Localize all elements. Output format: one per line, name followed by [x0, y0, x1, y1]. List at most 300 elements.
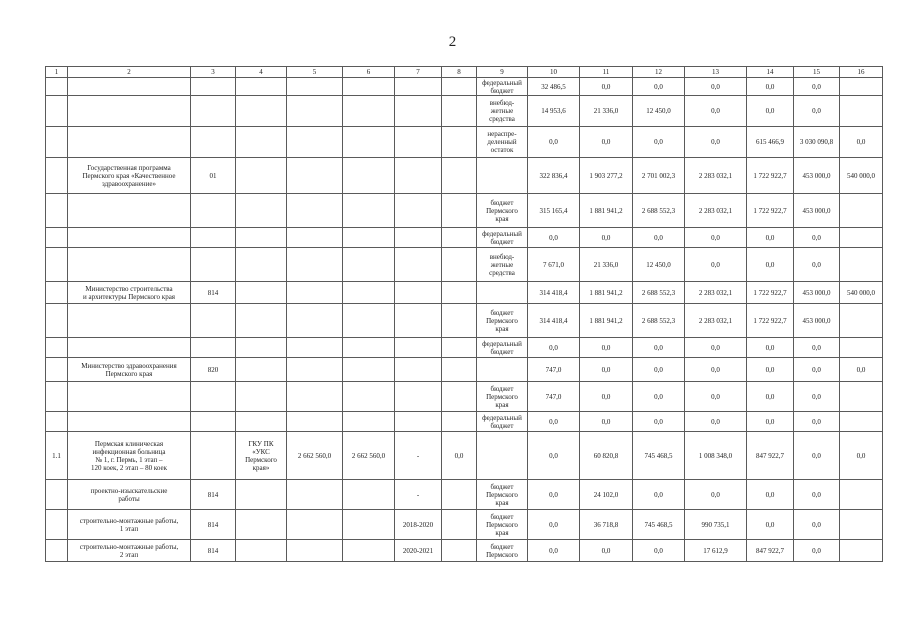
table-cell: 0,0 — [685, 382, 747, 412]
table-row — [46, 78, 883, 96]
column-number: 7 — [395, 67, 442, 78]
table-row — [46, 228, 883, 248]
table-cell — [395, 194, 442, 228]
table-cell — [68, 304, 191, 338]
table-cell — [46, 127, 68, 158]
table-cell — [840, 480, 883, 510]
table-cell: 60 820,8 — [580, 432, 633, 480]
table-cell: 0,0 — [633, 228, 685, 248]
table-cell — [477, 358, 528, 382]
table-cell: 540 000,0 — [840, 158, 883, 194]
table-cell: 3 030 090,8 — [794, 127, 840, 158]
table-cell — [442, 480, 477, 510]
table-cell: 453 000,0 — [794, 194, 840, 228]
column-number: 6 — [343, 67, 395, 78]
table-cell: 453 000,0 — [794, 158, 840, 194]
table-cell: 0,0 — [633, 358, 685, 382]
table-cell: 0,0 — [528, 228, 580, 248]
table-row — [46, 282, 883, 304]
table-cell — [236, 282, 287, 304]
table-cell: 0,0 — [633, 382, 685, 412]
table-cell — [191, 412, 236, 432]
table-cell — [287, 540, 343, 562]
table-cell: - — [395, 480, 442, 510]
table-cell: Министерство здравоохранения Пермского края — [68, 358, 191, 382]
table-cell: 2 688 552,3 — [633, 304, 685, 338]
table-cell — [840, 194, 883, 228]
table-cell — [395, 282, 442, 304]
table-cell: 0,0 — [528, 510, 580, 540]
table-cell — [395, 382, 442, 412]
table-cell: бюджет Пермского края — [477, 382, 528, 412]
table-cell: 0,0 — [633, 540, 685, 562]
table-cell — [343, 282, 395, 304]
table-cell: 314 418,4 — [528, 304, 580, 338]
column-number: 10 — [528, 67, 580, 78]
table-cell — [442, 228, 477, 248]
table-cell — [287, 96, 343, 127]
table-cell: 1 881 941,2 — [580, 304, 633, 338]
table-cell: 36 718,8 — [580, 510, 633, 540]
table-cell: 2 283 032,1 — [685, 304, 747, 338]
table-cell: 2018-2020 — [395, 510, 442, 540]
table-cell — [395, 304, 442, 338]
table-cell — [840, 78, 883, 96]
table-cell — [287, 127, 343, 158]
table-cell: бюджет Пермского края — [477, 194, 528, 228]
table-cell — [287, 248, 343, 282]
table-cell: 1 881 941,2 — [580, 194, 633, 228]
table-cell — [236, 194, 287, 228]
table-cell — [287, 78, 343, 96]
table-cell: 1 903 277,2 — [580, 158, 633, 194]
table-cell: 2 701 002,3 — [633, 158, 685, 194]
column-number: 2 — [68, 67, 191, 78]
table-cell: 0,0 — [685, 412, 747, 432]
table-cell: 0,0 — [528, 540, 580, 562]
table-cell: 0,0 — [528, 127, 580, 158]
table-cell — [287, 194, 343, 228]
table-cell — [343, 127, 395, 158]
table-cell — [840, 338, 883, 358]
column-number: 5 — [287, 67, 343, 78]
table-cell: 0,0 — [794, 78, 840, 96]
table-cell: 0,0 — [747, 358, 794, 382]
table-cell — [442, 158, 477, 194]
table-row — [46, 480, 883, 510]
table-cell: 17 612,9 — [685, 540, 747, 562]
table-row — [46, 358, 883, 382]
table-cell: 2 283 032,1 — [685, 282, 747, 304]
table-cell — [236, 78, 287, 96]
table-cell: 21 336,0 — [580, 248, 633, 282]
table-cell: 0,0 — [528, 338, 580, 358]
table-cell: - — [395, 432, 442, 480]
table-cell — [287, 412, 343, 432]
table-cell — [68, 78, 191, 96]
table-cell: 820 — [191, 358, 236, 382]
table-cell: 2 662 560,0 — [287, 432, 343, 480]
table-row — [46, 432, 883, 480]
table-cell: федеральный бюджет — [477, 338, 528, 358]
table-cell — [46, 358, 68, 382]
table-cell — [236, 96, 287, 127]
table-cell — [840, 304, 883, 338]
table-cell — [442, 540, 477, 562]
table-cell: 0,0 — [528, 480, 580, 510]
table-cell — [343, 540, 395, 562]
table-cell: 540 000,0 — [840, 282, 883, 304]
table-row — [46, 304, 883, 338]
table-cell: 1 722 922,7 — [747, 282, 794, 304]
table-cell: нераспре- деленный остаток — [477, 127, 528, 158]
table-cell — [236, 248, 287, 282]
table-cell: 2 688 552,3 — [633, 282, 685, 304]
table-cell — [191, 248, 236, 282]
table-cell: 2 662 560,0 — [343, 432, 395, 480]
column-number: 9 — [477, 67, 528, 78]
table-cell — [840, 382, 883, 412]
table-cell — [343, 480, 395, 510]
table-cell: 847 922,7 — [747, 432, 794, 480]
table-cell: 0,0 — [580, 412, 633, 432]
table-cell — [343, 358, 395, 382]
table-cell: 0,0 — [685, 127, 747, 158]
table-cell: 1 722 922,7 — [747, 194, 794, 228]
table-cell — [68, 127, 191, 158]
table-cell: 0,0 — [840, 358, 883, 382]
table-cell: 2 283 032,1 — [685, 194, 747, 228]
table-row — [46, 194, 883, 228]
table-cell — [343, 248, 395, 282]
table-cell: федеральный бюджет — [477, 228, 528, 248]
table-cell — [287, 510, 343, 540]
table-cell — [68, 412, 191, 432]
table-cell: 1 881 941,2 — [580, 282, 633, 304]
table-cell — [46, 78, 68, 96]
column-number: 16 — [840, 67, 883, 78]
table-cell: 814 — [191, 480, 236, 510]
table-cell: 0,0 — [580, 127, 633, 158]
table-row — [46, 248, 883, 282]
table-cell — [287, 480, 343, 510]
table-cell — [191, 127, 236, 158]
table-cell: 0,0 — [580, 78, 633, 96]
table-row — [46, 540, 883, 562]
table-cell: Пермская клиническая инфекционная больница № 1, г. Пермь, 1 этап – 120 коек, 2 этап – 80 коек — [68, 432, 191, 480]
table-cell — [343, 194, 395, 228]
table-cell — [395, 96, 442, 127]
table-cell — [46, 382, 68, 412]
table-cell — [191, 432, 236, 480]
table-cell — [46, 248, 68, 282]
column-number: 3 — [191, 67, 236, 78]
table-cell: 0,0 — [685, 78, 747, 96]
table-cell — [236, 228, 287, 248]
table-cell — [442, 248, 477, 282]
table-cell: федеральный бюджет — [477, 78, 528, 96]
table-cell — [287, 382, 343, 412]
table-cell: 0,0 — [747, 338, 794, 358]
table-cell — [442, 194, 477, 228]
table-cell: 0,0 — [747, 480, 794, 510]
table-cell: 1 722 922,7 — [747, 304, 794, 338]
table-cell — [46, 158, 68, 194]
table-cell: 0,0 — [528, 412, 580, 432]
table-cell — [840, 228, 883, 248]
table-cell: 0,0 — [580, 228, 633, 248]
table-cell: 0,0 — [685, 228, 747, 248]
table-cell: 0,0 — [747, 228, 794, 248]
table-cell — [442, 358, 477, 382]
table-cell — [287, 358, 343, 382]
table-row — [46, 382, 883, 412]
table-cell — [191, 96, 236, 127]
table-cell — [46, 96, 68, 127]
table-cell — [236, 412, 287, 432]
table-cell — [68, 248, 191, 282]
column-number: 11 — [580, 67, 633, 78]
table-cell: 0,0 — [685, 338, 747, 358]
table-cell: 0,0 — [794, 510, 840, 540]
table-cell — [191, 304, 236, 338]
table-cell: 745 468,5 — [633, 432, 685, 480]
table-cell: 0,0 — [794, 382, 840, 412]
column-number: 4 — [236, 67, 287, 78]
table-row — [46, 158, 883, 194]
table-cell — [191, 78, 236, 96]
table-cell — [236, 540, 287, 562]
table-cell: 0,0 — [528, 432, 580, 480]
table-cell — [46, 412, 68, 432]
table-cell — [191, 382, 236, 412]
column-number: 15 — [794, 67, 840, 78]
table-cell: 0,0 — [633, 412, 685, 432]
table-cell: 747,0 — [528, 382, 580, 412]
column-number: 8 — [442, 67, 477, 78]
table-cell: 0,0 — [685, 248, 747, 282]
table-row — [46, 510, 883, 540]
table-cell — [236, 158, 287, 194]
table-cell — [840, 540, 883, 562]
table-cell: 0,0 — [580, 540, 633, 562]
table-cell: 0,0 — [580, 338, 633, 358]
table-cell — [287, 338, 343, 358]
table-cell — [68, 338, 191, 358]
table-cell — [46, 194, 68, 228]
table-cell: 0,0 — [794, 432, 840, 480]
table-cell: внебюд- жетные средства — [477, 96, 528, 127]
column-number: 1 — [46, 67, 68, 78]
table-cell — [46, 228, 68, 248]
table-cell: 814 — [191, 510, 236, 540]
table-cell: бюджет Пермского — [477, 540, 528, 562]
table-cell: 0,0 — [685, 480, 747, 510]
table-cell — [395, 358, 442, 382]
table-cell: 0,0 — [685, 358, 747, 382]
table-cell: 14 953,6 — [528, 96, 580, 127]
column-number-row — [46, 67, 883, 78]
table-cell — [840, 510, 883, 540]
table-cell — [236, 510, 287, 540]
table-cell: 0,0 — [580, 358, 633, 382]
table-cell: 2 283 032,1 — [685, 158, 747, 194]
table-cell: 747,0 — [528, 358, 580, 382]
table-cell: 0,0 — [685, 96, 747, 127]
column-number: 14 — [747, 67, 794, 78]
table-cell: 1.1 — [46, 432, 68, 480]
table-cell: 0,0 — [794, 338, 840, 358]
table-cell: 615 466,9 — [747, 127, 794, 158]
table-cell: 315 165,4 — [528, 194, 580, 228]
table-cell — [840, 96, 883, 127]
column-number: 13 — [685, 67, 747, 78]
table-cell — [840, 248, 883, 282]
table-cell: 1 722 922,7 — [747, 158, 794, 194]
table-cell — [395, 248, 442, 282]
budget-table — [45, 66, 883, 562]
table-cell — [46, 282, 68, 304]
table-cell — [395, 228, 442, 248]
table-cell: 745 468,5 — [633, 510, 685, 540]
table-cell: 12 450,0 — [633, 96, 685, 127]
table-cell: 322 836,4 — [528, 158, 580, 194]
table-cell — [343, 96, 395, 127]
table-row — [46, 412, 883, 432]
table-cell — [442, 412, 477, 432]
table-cell: 0,0 — [580, 382, 633, 412]
table-cell: Государственная программа Пермского края «Качественное здравоохранение» — [68, 158, 191, 194]
table-cell: бюджет Пермского края — [477, 510, 528, 540]
table-cell — [442, 127, 477, 158]
table-cell — [442, 338, 477, 358]
table-cell: Министерство строительства и архитектуры Пермского края — [68, 282, 191, 304]
table-cell — [236, 338, 287, 358]
table-cell — [236, 480, 287, 510]
table-cell: 7 671,0 — [528, 248, 580, 282]
table-cell — [442, 282, 477, 304]
table-cell — [46, 540, 68, 562]
table-cell: 0,0 — [747, 412, 794, 432]
table-cell — [477, 282, 528, 304]
table-cell — [287, 158, 343, 194]
table-cell: 0,0 — [794, 248, 840, 282]
table-cell — [287, 304, 343, 338]
table-cell — [191, 338, 236, 358]
table-cell — [236, 304, 287, 338]
table-cell: 0,0 — [747, 382, 794, 412]
table-cell: ГКУ ПК «УКС Пермского края» — [236, 432, 287, 480]
page-number: 2 — [448, 34, 457, 50]
table-cell: 0,0 — [794, 228, 840, 248]
table-cell — [343, 510, 395, 540]
table-cell — [191, 194, 236, 228]
table-cell — [46, 510, 68, 540]
table-cell: 0,0 — [633, 480, 685, 510]
table-cell — [236, 127, 287, 158]
table-cell: 0,0 — [633, 127, 685, 158]
table-row — [46, 127, 883, 158]
table-cell — [442, 96, 477, 127]
table-cell: 0,0 — [794, 358, 840, 382]
table-cell: проектно-изыскательские работы — [68, 480, 191, 510]
table-cell: 32 486,5 — [528, 78, 580, 96]
table-cell: внебюд- жетные средства — [477, 248, 528, 282]
table-cell: 0,0 — [747, 510, 794, 540]
table-cell — [191, 228, 236, 248]
table-cell — [343, 158, 395, 194]
table-cell — [68, 96, 191, 127]
table-cell — [343, 382, 395, 412]
column-number: 12 — [633, 67, 685, 78]
table-cell: строительно-монтажные работы, 1 этап — [68, 510, 191, 540]
table-cell — [442, 510, 477, 540]
table-cell: 0,0 — [747, 96, 794, 127]
table-cell — [236, 382, 287, 412]
table-cell — [46, 480, 68, 510]
table-cell: 0,0 — [747, 248, 794, 282]
table-cell — [68, 194, 191, 228]
table-cell: бюджет Пермского края — [477, 304, 528, 338]
table-cell: 24 102,0 — [580, 480, 633, 510]
table-cell — [68, 228, 191, 248]
table-cell: 2 688 552,3 — [633, 194, 685, 228]
table-cell — [287, 282, 343, 304]
table-cell — [68, 382, 191, 412]
table-cell — [46, 304, 68, 338]
table-cell — [395, 78, 442, 96]
table-cell: 0,0 — [840, 127, 883, 158]
table-cell: 0,0 — [794, 96, 840, 127]
table-row — [46, 96, 883, 127]
table-cell: 0,0 — [840, 432, 883, 480]
table-cell: 0,0 — [747, 78, 794, 96]
table-cell — [477, 432, 528, 480]
table-cell: федеральный бюджет — [477, 412, 528, 432]
table-cell: бюджет Пермского края — [477, 480, 528, 510]
table-cell: 814 — [191, 540, 236, 562]
table-cell — [343, 78, 395, 96]
table-cell — [236, 358, 287, 382]
table-row — [46, 338, 883, 358]
table-cell: 12 450,0 — [633, 248, 685, 282]
table-cell: 0,0 — [633, 338, 685, 358]
table-cell: 2020-2021 — [395, 540, 442, 562]
table-cell: 814 — [191, 282, 236, 304]
table-cell — [840, 412, 883, 432]
table-cell: 0,0 — [794, 540, 840, 562]
table-cell: 1 008 348,0 — [685, 432, 747, 480]
table-cell — [343, 228, 395, 248]
table-cell: 314 418,4 — [528, 282, 580, 304]
table-cell: 453 000,0 — [794, 304, 840, 338]
table-cell: 21 336,0 — [580, 96, 633, 127]
table-cell — [477, 158, 528, 194]
table-cell — [343, 412, 395, 432]
table-cell: 453 000,0 — [794, 282, 840, 304]
table-cell: 0,0 — [633, 78, 685, 96]
table-cell — [343, 304, 395, 338]
table-cell — [395, 127, 442, 158]
table-cell — [343, 338, 395, 358]
table-cell — [395, 412, 442, 432]
table-cell — [442, 304, 477, 338]
table-cell — [395, 158, 442, 194]
table-cell: 0,0 — [794, 412, 840, 432]
table-cell: строительно-монтажные работы, 2 этап — [68, 540, 191, 562]
table-cell: 01 — [191, 158, 236, 194]
table-cell — [395, 338, 442, 358]
